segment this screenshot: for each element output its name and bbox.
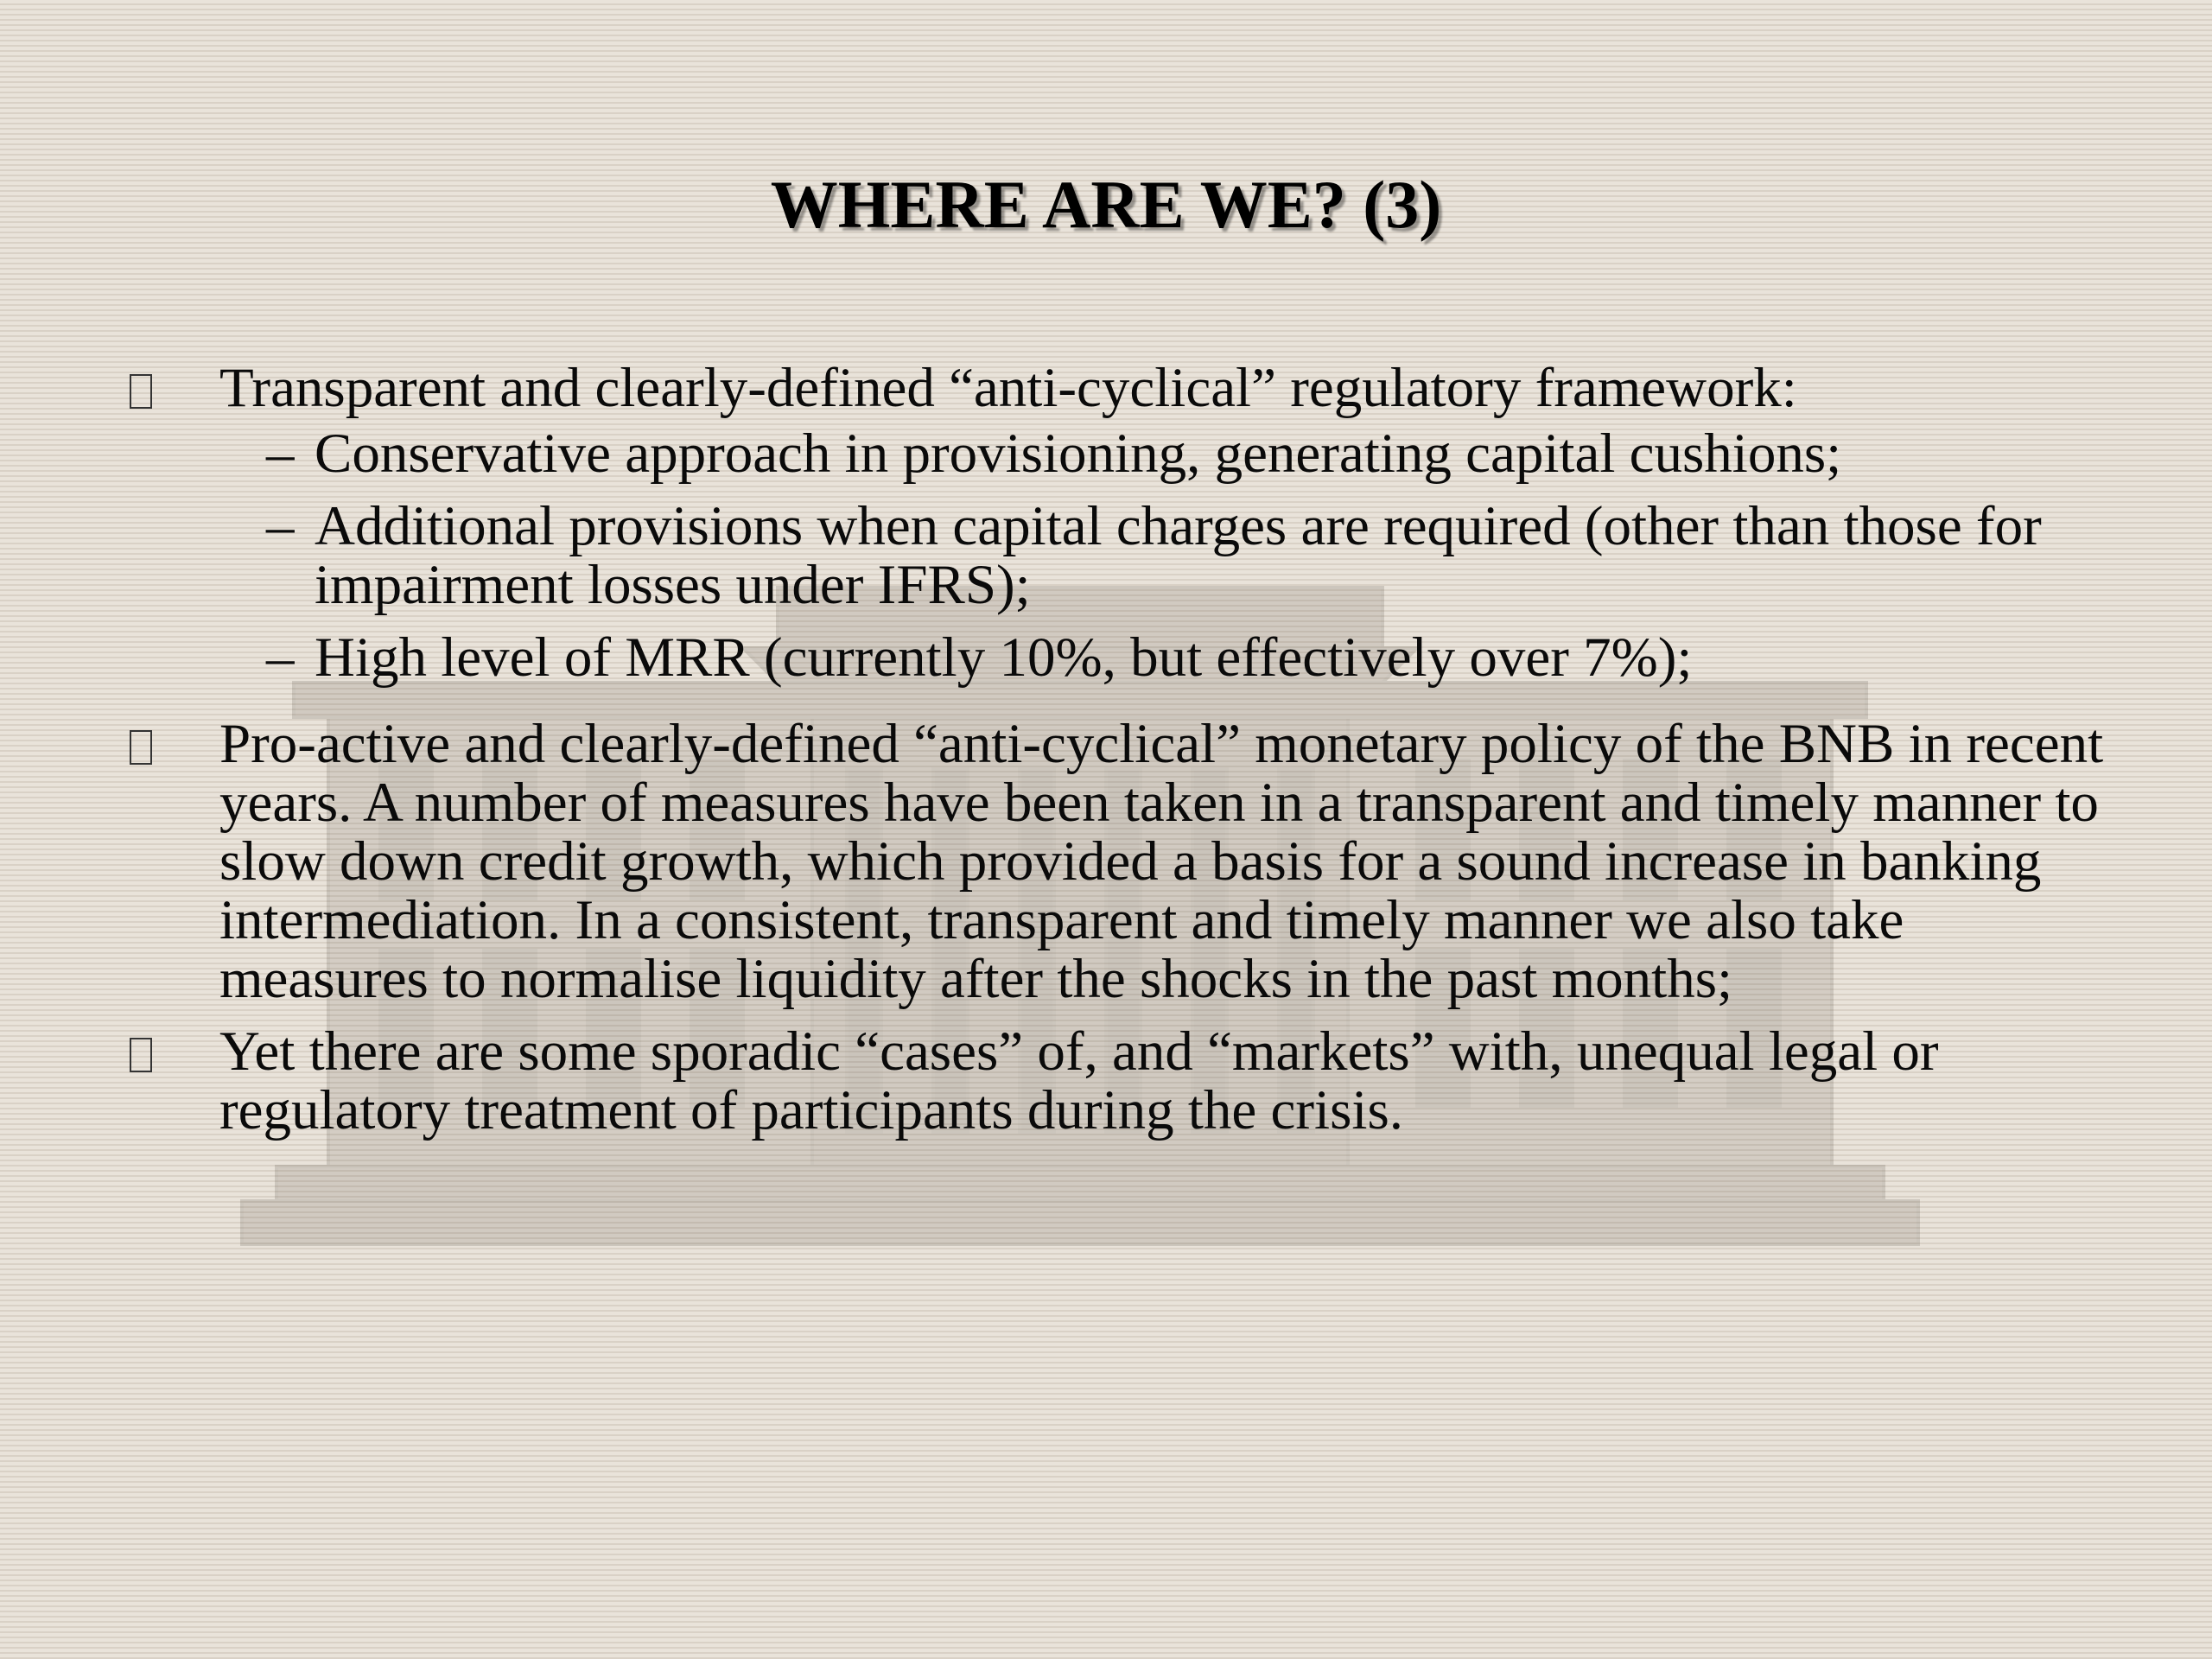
bullet-item: [130, 1022, 2117, 1140]
bullet-item: [130, 359, 2117, 701]
bullet-item: [130, 715, 2117, 1008]
sub-item: [130, 497, 2117, 614]
sub-item-text: Conservative approach in provisioning, generating capital cushions;: [315, 423, 1842, 485]
bullet-text: Yet there are some sporadic “cases” of, and “markets” with, unequal legal or regulatory treatment of participants during the crisis.: [219, 1020, 1939, 1141]
dash-bullet-icon: –: [266, 423, 295, 485]
bullet-text: Pro-active and clearly-defined “anti-cyclical” monetary policy of the BNB in recent years. A number of measures have been taken in a transparent and timely manner to slow down credit growth, which provided a basis for a sound increase in banking intermediation. In a consistent, transparent and timely manner we also take measures to normalise liquidity after the shocks in the past months;: [219, 713, 2104, 1010]
square-bullet-icon: [130, 730, 152, 765]
dash-bullet-icon: –: [266, 626, 295, 689]
slide-title: WHERE ARE WE? (3): [770, 167, 1442, 242]
bullet-list: [130, 359, 2117, 1154]
sub-item: [130, 424, 2117, 483]
square-bullet-icon: [130, 1038, 152, 1072]
bullet-marker: [130, 1022, 219, 1072]
sub-list: [219, 424, 2117, 687]
bullet-marker: [130, 359, 219, 409]
bullet-marker: [130, 715, 219, 765]
dash-bullet-icon: –: [266, 495, 295, 557]
sub-item-text: High level of MRR (currently 10%, but effectively over 7%);: [315, 626, 1693, 689]
sub-item: [130, 628, 2117, 687]
bullet-text: Transparent and clearly-defined “anti-cyclical” regulatory framework:: [219, 357, 1797, 419]
sub-item-text: Additional provisions when capital charges are required (other than those for impairment losses under IFRS);: [315, 495, 2042, 616]
square-bullet-icon: [130, 374, 152, 409]
